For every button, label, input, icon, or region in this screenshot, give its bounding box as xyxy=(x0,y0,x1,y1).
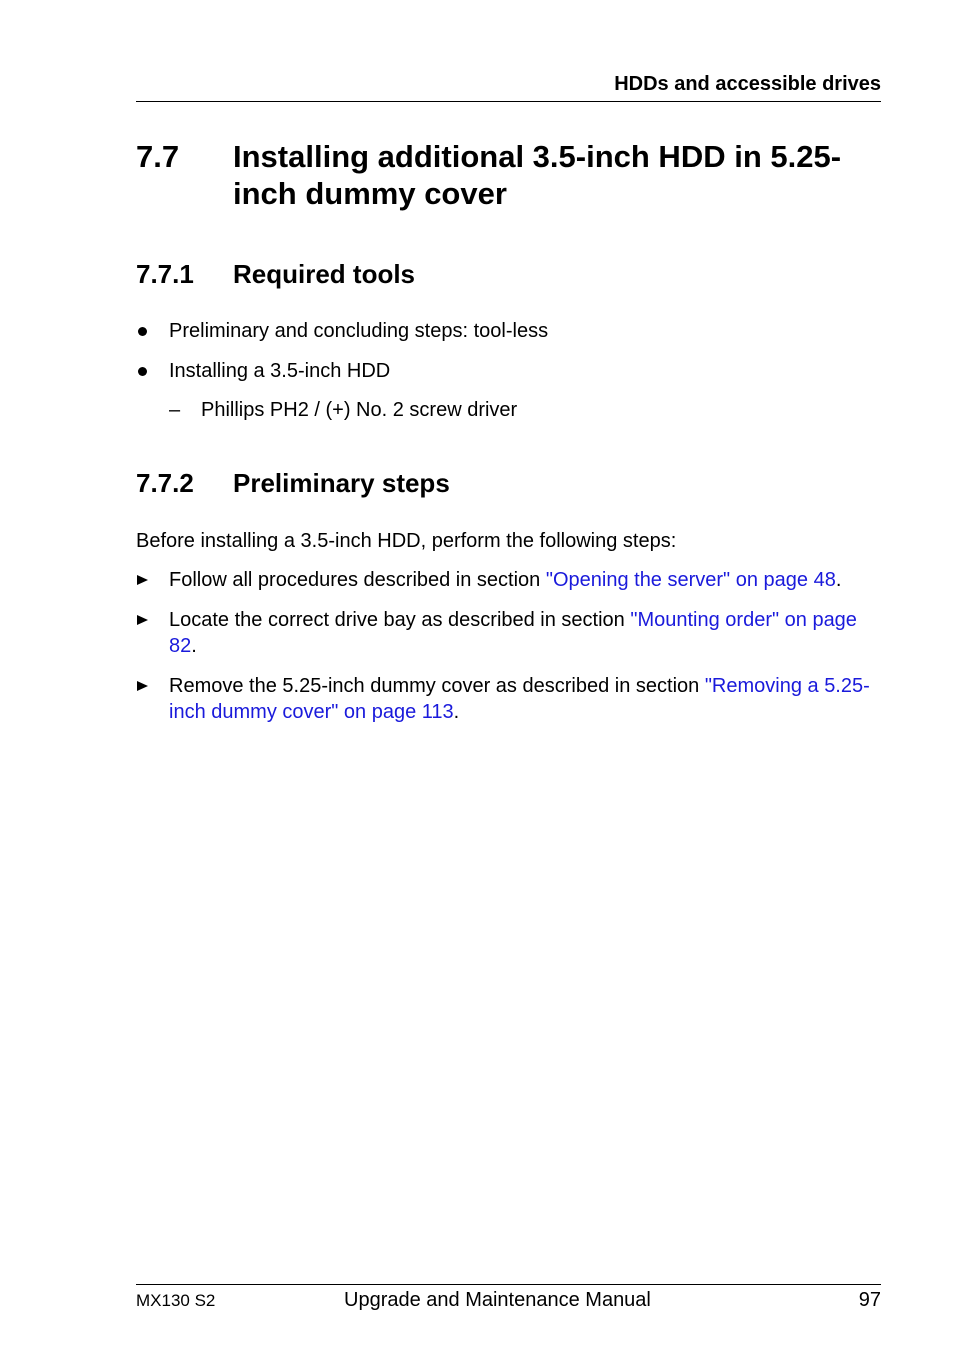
step-text xyxy=(169,567,881,593)
step-text-after: . xyxy=(191,635,197,657)
footer-rule xyxy=(136,1284,881,1285)
step-text-before: Remove the 5.25-inch dummy cover as described in section xyxy=(169,675,705,697)
link-removing-dummy-cover[interactable]: "Removing a 5.25-inch dummy cover" on page 113 xyxy=(169,675,870,723)
arrow-right-icon xyxy=(137,615,148,625)
link-opening-the-server[interactable]: "Opening the server" on page 48 xyxy=(545,569,836,591)
sub-list-item-text: Phillips PH2 / (+) No. 2 screw driver xyxy=(201,399,518,421)
bullet-icon xyxy=(138,367,147,376)
subsection-number: 7.7.1 xyxy=(136,259,194,289)
subsection-title: Preliminary steps xyxy=(233,468,450,498)
running-header: HDDs and accessible drives xyxy=(614,73,881,95)
footer-model: MX130 S2 xyxy=(136,1291,216,1310)
dash-marker: – xyxy=(169,399,181,421)
list-item-text: Preliminary and concluding steps: tool-less xyxy=(169,320,549,342)
list-item-text: Installing a 3.5-inch HDD xyxy=(169,360,391,382)
section-number: 7.7 xyxy=(136,139,180,174)
step-text xyxy=(169,673,881,725)
step-text xyxy=(169,607,881,659)
subsection-title: Required tools xyxy=(233,259,416,289)
header-rule xyxy=(136,101,881,102)
step-text-after: . xyxy=(835,569,842,591)
link-mounting-order[interactable]: "Mounting order" on page 82 xyxy=(169,609,857,657)
step-text-before: Locate the correct drive bay as described in section xyxy=(169,609,631,631)
subsection-number: 7.7.2 xyxy=(136,468,194,498)
section-title: Installing additional 3.5-inch HDD in 5.25-inch dummy cover xyxy=(233,139,842,211)
step-text-after: . xyxy=(453,701,460,723)
arrow-right-icon xyxy=(137,681,148,691)
step-text-before: Follow all procedures described in section xyxy=(169,569,546,591)
page-number: 97 xyxy=(858,1289,881,1311)
intro-paragraph: Before installing a 3.5-inch HDD, perform the following steps: xyxy=(136,530,677,552)
arrow-right-icon xyxy=(137,575,148,585)
footer-manual-title: Upgrade and Maintenance Manual xyxy=(344,1289,651,1311)
bullet-icon xyxy=(138,327,147,336)
